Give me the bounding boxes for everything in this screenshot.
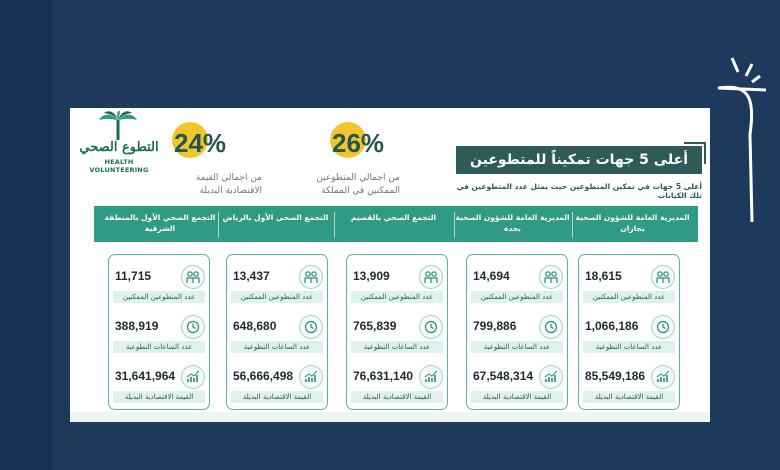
page-title: أعلى 5 جهات تمكيناً للمتطوعين xyxy=(456,146,702,174)
infographic-card xyxy=(70,108,710,422)
clock-icon xyxy=(181,315,205,339)
metric-value: 13,909 xyxy=(353,269,390,283)
metric-value: 85,549,186 xyxy=(585,369,646,383)
metric-volunteers xyxy=(347,263,447,313)
logo xyxy=(74,110,164,174)
entity-card-qassim xyxy=(346,254,448,410)
growth-chart-icon xyxy=(299,365,323,389)
sparkle-icon xyxy=(716,54,776,224)
metric-value: 765,839 xyxy=(353,319,397,333)
metric-label: القيمة الاقتصادية البديلة xyxy=(231,391,323,403)
metric-label: القيمة الاقتصادية البديلة xyxy=(583,391,675,403)
metric-value: 76,631,140 xyxy=(353,369,414,383)
stat-description: من اجمالي المتطوعين الممكنين في المملكة xyxy=(316,173,400,196)
palm-tree-icon xyxy=(98,110,138,140)
card-bottom-strip xyxy=(70,412,710,422)
clock-icon xyxy=(299,315,323,339)
people-icon xyxy=(651,265,675,289)
metric-value: 1,066,186 xyxy=(585,319,639,333)
column-header: المديرية العامة للشؤون الصحية بجازان xyxy=(572,212,692,238)
metric-hours xyxy=(109,313,209,363)
metric-label: عدد الساعات التطوعية xyxy=(113,341,205,353)
metric-value: 388,919 xyxy=(115,319,159,333)
metric-economic-value xyxy=(109,363,209,413)
metric-value: 31,641,964 xyxy=(115,369,176,383)
people-icon xyxy=(181,265,205,289)
growth-chart-icon xyxy=(539,365,563,389)
column-header: المديرية العامة للشؤون الصحية بجدة xyxy=(454,212,570,238)
metric-volunteers xyxy=(109,263,209,313)
metric-label: القيمة الاقتصادية البديلة xyxy=(471,391,563,403)
metric-value: 56,666,498 xyxy=(233,369,294,383)
metric-label: عدد المتطوعين الممكنين xyxy=(583,291,675,303)
people-icon xyxy=(419,265,443,289)
column-header: التجمع الصحي الأول بالمنطقة الشرقية xyxy=(104,213,216,233)
metric-label: عدد الساعات التطوعية xyxy=(583,341,675,353)
metric-label: عدد الساعات التطوعية xyxy=(471,341,563,353)
metric-volunteers xyxy=(579,263,679,313)
background-left-stripe xyxy=(0,0,52,470)
metric-value: 648,680 xyxy=(233,319,277,333)
metric-label: عدد المتطوعين الممكنين xyxy=(231,291,323,303)
logo-arabic-text: التطوع الصحي xyxy=(79,140,159,155)
metric-volunteers xyxy=(227,263,327,313)
metric-economic-value xyxy=(227,363,327,413)
metric-label: عدد الساعات التطوعية xyxy=(351,341,443,353)
entity-card-eastern xyxy=(108,254,210,410)
clock-icon xyxy=(419,315,443,339)
metric-label: عدد المتطوعين الممكنين xyxy=(351,291,443,303)
metric-hours xyxy=(467,313,567,363)
metric-label: القيمة الاقتصادية البديلة xyxy=(351,391,443,403)
stat-volunteer-share xyxy=(296,116,406,200)
page-subtitle: أعلى 5 جهات في تمكين المتطوعين حيث يمثل عدد المتطوعين في تلك الكيانات xyxy=(456,182,702,200)
logo-english-text: HEALTH VOLUNTEERING xyxy=(89,158,149,174)
entity-card-jeddah xyxy=(466,254,568,410)
growth-chart-icon xyxy=(419,365,443,389)
metric-economic-value xyxy=(579,363,679,413)
stat-economic-share xyxy=(168,116,268,200)
stat-value: 26% xyxy=(332,128,385,158)
metric-label: عدد المتطوعين الممكنين xyxy=(113,291,205,303)
metric-hours xyxy=(227,313,327,363)
clock-icon xyxy=(651,315,675,339)
metric-value: 67,548,314 xyxy=(473,369,534,383)
column-header: التجمع الصحي الأول بالرياض xyxy=(218,212,332,238)
people-icon xyxy=(539,265,563,289)
metric-value: 11,715 xyxy=(115,269,152,283)
metric-hours xyxy=(579,313,679,363)
entity-card-jazan xyxy=(578,254,680,410)
metric-label: عدد المتطوعين الممكنين xyxy=(471,291,563,303)
growth-chart-icon xyxy=(181,365,205,389)
growth-chart-icon xyxy=(651,365,675,389)
metric-hours xyxy=(347,313,447,363)
metric-value: 14,694 xyxy=(473,269,510,283)
clock-icon xyxy=(539,315,563,339)
metric-label: القيمة الاقتصادية البديلة xyxy=(113,391,205,403)
stat-description: من اجمالي القيمة الاقتصادية البديلة xyxy=(195,173,262,196)
column-header: التجمع الصحي بالقصيم xyxy=(334,212,452,238)
metric-value: 799,886 xyxy=(473,319,517,333)
entity-card-riyadh xyxy=(226,254,328,410)
people-icon xyxy=(299,265,323,289)
metric-value: 18,615 xyxy=(585,269,622,283)
metric-economic-value xyxy=(347,363,447,413)
metric-economic-value xyxy=(467,363,567,413)
metric-value: 13,437 xyxy=(233,269,270,283)
metric-volunteers xyxy=(467,263,567,313)
metric-label: عدد الساعات التطوعية xyxy=(231,341,323,353)
stat-value: 24% xyxy=(174,128,227,158)
